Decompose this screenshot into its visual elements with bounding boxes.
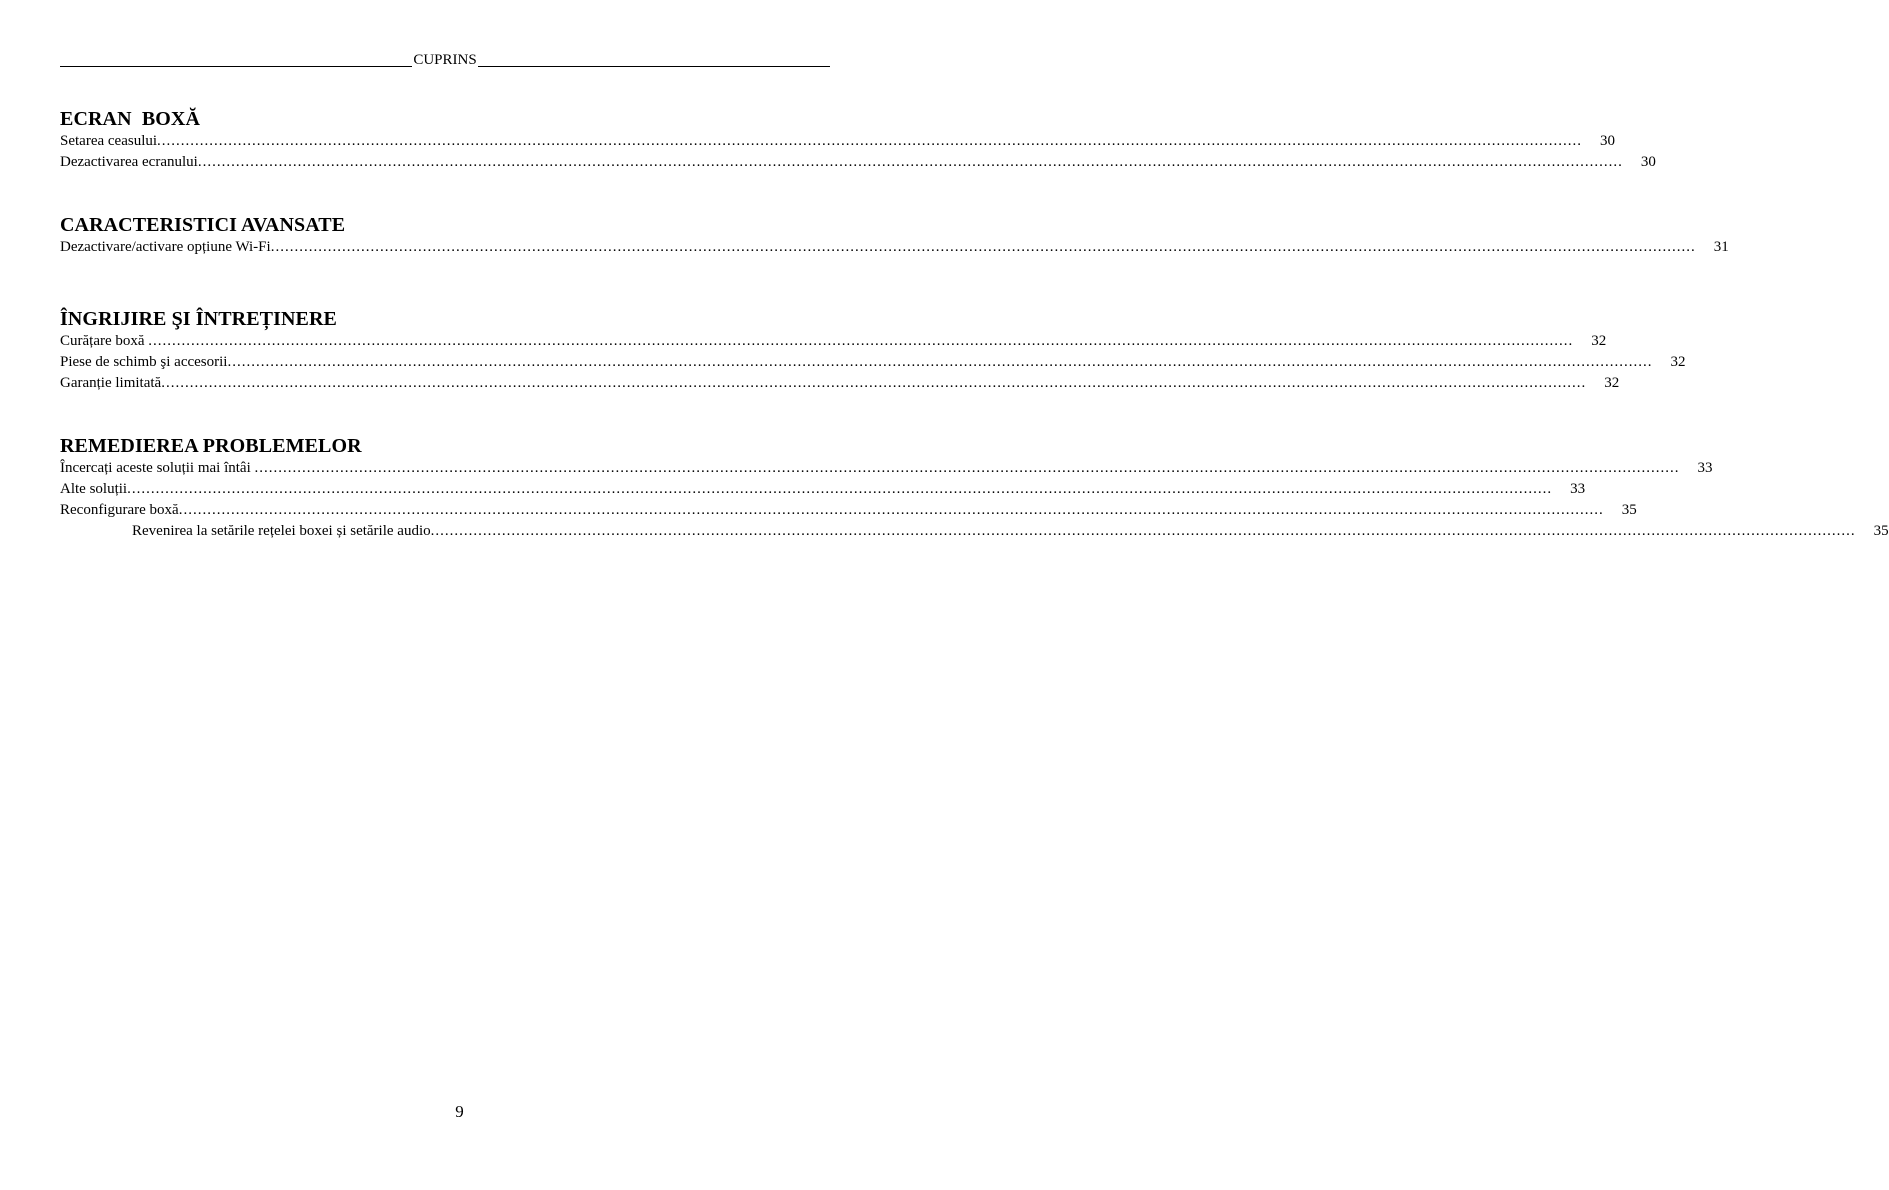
dot-leader: ............................................................................................................................................................................................................................................................................................................	[161, 375, 1587, 391]
toc-entry[interactable]	[60, 458, 1713, 479]
toc-entry[interactable]	[60, 237, 1729, 258]
toc-entry-page: 32	[1670, 354, 1686, 370]
toc-entry[interactable]	[60, 500, 1637, 521]
toc-subentry[interactable]	[60, 521, 1889, 542]
toc-entry-page: 30	[1640, 154, 1656, 170]
dot-leader: ............................................................................................................................................................................................................................................................................................................	[157, 133, 1583, 149]
section-heading: ECRAN BOXĂ	[60, 108, 200, 130]
toc-entry[interactable]	[60, 152, 1656, 173]
toc-entry-label: Piese de schimb şi accesorii	[60, 354, 228, 370]
toc-entry-page: 35	[1621, 502, 1637, 518]
dot-leader: ............................................................................................................................................................................................................................................................................................................	[430, 523, 1856, 539]
toc-entry[interactable]	[60, 131, 1616, 152]
dot-leader: ............................................................................................................................................................................................................................................................................................................	[148, 333, 1574, 349]
toc-entry-label: Dezactivare/activare opțiune Wi-Fi	[60, 239, 271, 255]
toc-entry-label: Garanție limitată	[60, 375, 162, 391]
dot-leader: ............................................................................................................................................................................................................................................................................................................	[127, 481, 1553, 497]
toc-entry[interactable]	[60, 373, 1620, 394]
toc-entry-label: Dezactivarea ecranului	[60, 154, 198, 170]
toc-section	[60, 213, 1729, 258]
dot-leader: ............................................................................................................................................................................................................................................................................................................	[254, 460, 1680, 476]
toc-section	[60, 307, 1686, 394]
dot-leader: ............................................................................................................................................................................................................................................................................................................	[227, 354, 1653, 370]
header-rule-left	[60, 66, 412, 67]
toc-entry-page: 32	[1591, 333, 1607, 349]
page-header	[60, 48, 830, 68]
toc-entry[interactable]	[60, 331, 1607, 352]
toc-entry[interactable]	[60, 479, 1586, 500]
section-heading: CARACTERISTICI AVANSATE	[60, 214, 346, 236]
toc-entry-label: Setarea ceasului	[60, 133, 158, 149]
page-number: 9	[455, 1102, 464, 1121]
toc-entry-label: Alte soluții	[60, 481, 128, 497]
header-rule-right	[478, 66, 830, 67]
toc-entry-page: 30	[1600, 133, 1616, 149]
toc-entry-page: 33	[1570, 481, 1586, 497]
toc-entry-label: Reconfigurare boxă	[60, 502, 179, 518]
header-title: CUPRINS	[413, 52, 477, 68]
toc-entry-label: Curățare boxă	[60, 333, 149, 349]
toc-entry-page: 35	[1873, 523, 1889, 539]
dot-leader: ............................................................................................................................................................................................................................................................................................................	[270, 239, 1696, 255]
section-heading: ÎNGRIJIRE ŞI ÎNTREȚINERE	[60, 308, 337, 330]
toc-section	[60, 107, 1656, 173]
toc-entry-page: 31	[1713, 239, 1729, 255]
toc-entry[interactable]	[60, 352, 1686, 373]
toc-entry-label: Încercați aceste soluții mai întâi	[60, 460, 255, 476]
dot-leader: ............................................................................................................................................................................................................................................................................................................	[197, 154, 1623, 170]
toc-section	[60, 434, 1889, 542]
toc-entry-page: 33	[1697, 460, 1713, 476]
toc-entry-page: 32	[1604, 375, 1620, 391]
section-heading: REMEDIEREA PROBLEMELOR	[60, 435, 362, 457]
dot-leader: ............................................................................................................................................................................................................................................................................................................	[178, 502, 1604, 518]
toc-entry-label: Revenirea la setările rețelei boxei și setările audio	[132, 523, 431, 539]
